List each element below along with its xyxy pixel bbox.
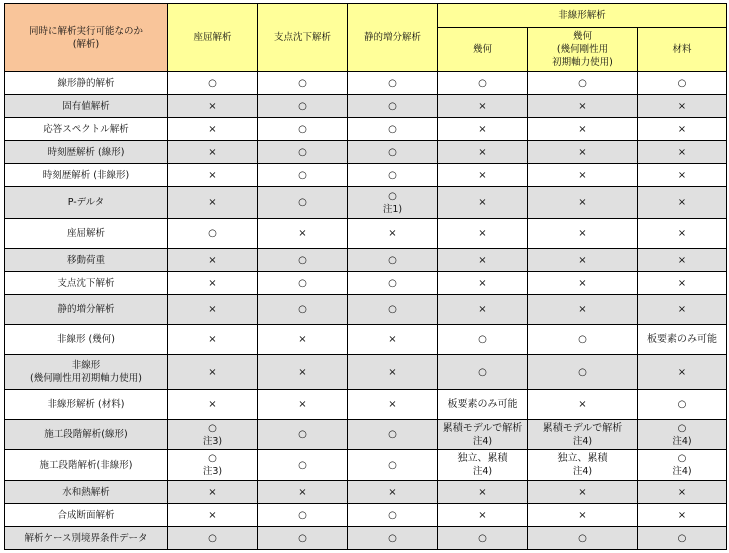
cell-value: × [528,481,638,504]
cell-value: ○ [258,164,348,187]
cell-value: × [638,355,727,390]
row-label: 線形静的解析 [5,72,168,95]
cell-value: ○ [258,95,348,118]
row-label: 非線形 (幾何剛性用初期軸力使用) [5,355,168,390]
header-geometric-initial-line1: 幾何 [572,31,592,42]
cell-value: × [438,481,528,504]
cell-value: × [638,249,727,272]
cell-value: ○ [348,420,438,450]
cell-value: ○ [638,527,727,550]
cell-value: ○ [348,504,438,527]
cell-value: ○ 注3) [168,420,258,450]
cell-value: × [438,272,528,295]
table-row [5,95,727,118]
row-label: 施工段階解析(非線形) [5,450,168,481]
table-row [5,355,727,390]
cell-value: 独立、累積 注4) [438,450,528,481]
cell-value: ○ [528,355,638,390]
table-row [5,390,727,420]
cell-value: × [528,272,638,295]
cell-value: × [168,164,258,187]
header-material: 材料 [638,28,727,72]
cell-value: ○ [348,164,438,187]
row-label: 時刻歴解析 (非線形) [5,164,168,187]
cell-value: 板要素のみ可能 [638,325,727,355]
cell-value: × [348,481,438,504]
cell-value: × [528,219,638,249]
cell-value: × [168,390,258,420]
cell-value: × [168,504,258,527]
cell-value: ○ [258,141,348,164]
cell-value: 板要素のみ可能 [438,390,528,420]
table-row [5,420,727,450]
table-row [5,164,727,187]
cell-value: × [168,481,258,504]
cell-value: × [528,164,638,187]
row-label: 合成断面解析 [5,504,168,527]
header-nonlinear-group: 非線形解析 [438,4,727,28]
header-settlement: 支点沈下解析 [258,4,348,72]
row-label: 解析ケース別境界条件データ [5,527,168,550]
cell-value: ○ 注4) [638,420,727,450]
cell-value: 累積モデルで解析 注4) [528,420,638,450]
cell-value: ○ [258,187,348,219]
cell-value: × [638,504,727,527]
cell-value: ○ [528,527,638,550]
cell-value: × [638,295,727,325]
header-corner-line1: 同時に解析実行可能なのか [28,25,143,37]
table-body [5,72,727,550]
cell-value: × [528,295,638,325]
cell-value: ○ [528,325,638,355]
cell-value: ○ [258,72,348,95]
table-row [5,118,727,141]
cell-value: ○ [168,527,258,550]
cell-value: × [438,504,528,527]
cell-value: × [348,355,438,390]
cell-value: × [168,325,258,355]
cell-value: 累積モデルで解析 注4) [438,420,528,450]
cell-value: ○ [438,325,528,355]
cell-value: ○ [438,355,528,390]
cell-value: ○ [258,527,348,550]
row-label: 施工段階解析(線形) [5,420,168,450]
cell-value: × [528,504,638,527]
cell-value: × [168,187,258,219]
cell-value: ○ [258,272,348,295]
cell-value: × [638,219,727,249]
cell-value: ○ [348,72,438,95]
row-label: 支点沈下解析 [5,272,168,295]
cell-value: ○ [168,72,258,95]
cell-value: ○ [258,118,348,141]
table-row [5,481,727,504]
cell-value: × [638,272,727,295]
cell-value: × [168,355,258,390]
header-static-incremental: 静的増分解析 [348,4,438,72]
row-label: 固有値解析 [5,95,168,118]
row-label: 水和熱解析 [5,481,168,504]
cell-value: × [438,141,528,164]
cell-value: × [438,118,528,141]
header-corner-cell [5,4,168,72]
cell-value: × [438,164,528,187]
cell-value: × [638,164,727,187]
cell-value: × [638,118,727,141]
compatibility-table [4,3,727,550]
cell-value: × [168,141,258,164]
cell-value: 独立、累積 注4) [528,450,638,481]
table-row [5,72,727,95]
cell-value: ○ 注4) [638,450,727,481]
cell-value: × [348,219,438,249]
cell-value: ○ [348,141,438,164]
cell-value: × [638,187,727,219]
cell-value: × [528,95,638,118]
cell-value: × [348,325,438,355]
row-label: 時刻歴解析 (線形) [5,141,168,164]
cell-value: × [528,249,638,272]
cell-value: ○ [638,72,727,95]
table-row [5,504,727,527]
table-row [5,249,727,272]
cell-value: × [438,249,528,272]
table-row [5,295,727,325]
cell-value: ○ [348,450,438,481]
table-row [5,219,727,249]
cell-value: ○ [348,272,438,295]
cell-value: ○ [528,72,638,95]
cell-value: × [168,95,258,118]
table-row [5,187,727,219]
cell-value: ○ [258,420,348,450]
row-label: 応答スペクトル解析 [5,118,168,141]
cell-value: × [348,390,438,420]
header-geometric-initial-line3: 初期軸力使用) [552,57,613,68]
cell-value: × [528,187,638,219]
row-label: 非線形解析 (材料) [5,390,168,420]
cell-value: ○ [258,450,348,481]
cell-value: × [438,187,528,219]
table-row [5,527,727,550]
cell-value: × [168,295,258,325]
table-row [5,325,727,355]
cell-value: × [638,481,727,504]
cell-value: ○ 注1) [348,187,438,219]
cell-value: ○ [258,295,348,325]
row-label: 座屈解析 [5,219,168,249]
cell-value: ○ [258,504,348,527]
cell-value: × [168,249,258,272]
header-geometric-initial [528,28,638,72]
cell-value: × [258,325,348,355]
cell-value: × [258,481,348,504]
table-row [5,450,727,481]
cell-value: × [438,219,528,249]
cell-value: × [258,390,348,420]
cell-value: × [638,141,727,164]
header-corner-line2: (解析) [72,38,100,50]
row-label: P-デルタ [5,187,168,219]
header-geometric-initial-line2: (幾何剛性用 [556,44,609,55]
cell-value: ○ [348,95,438,118]
cell-value: ○ [438,72,528,95]
cell-value: ○ [168,219,258,249]
cell-value: × [528,390,638,420]
row-label: 移動荷重 [5,249,168,272]
cell-value: × [168,118,258,141]
cell-value: × [258,355,348,390]
cell-value: ○ [348,118,438,141]
cell-value: ○ [348,249,438,272]
cell-value: ○ [348,295,438,325]
table-row [5,141,727,164]
cell-value: ○ [348,527,438,550]
cell-value: × [438,295,528,325]
cell-value: × [528,141,638,164]
row-label: 静的増分解析 [5,295,168,325]
cell-value: ○ 注3) [168,450,258,481]
cell-value: × [438,95,528,118]
header-geometric: 幾何 [438,28,528,72]
cell-value: ○ [438,527,528,550]
row-label: 非線形 (幾何) [5,325,168,355]
cell-value: × [528,118,638,141]
cell-value: × [638,95,727,118]
cell-value: ○ [258,249,348,272]
cell-value: × [168,272,258,295]
header-buckling: 座屈解析 [168,4,258,72]
table-row [5,272,727,295]
cell-value: × [258,219,348,249]
cell-value: ○ [638,390,727,420]
